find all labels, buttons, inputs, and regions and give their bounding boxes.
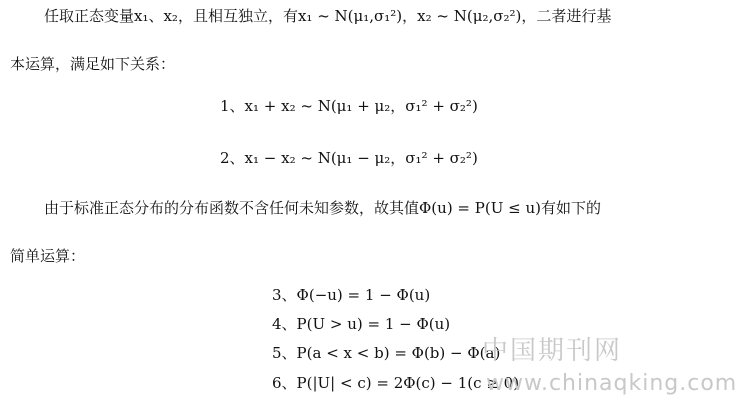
formula-4: 4、P(U > u) = 1 − Φ(u)	[272, 315, 451, 333]
watermark-chinese: 中国期刊网	[482, 336, 623, 366]
formula-6: 6、P(|U| < c) = 2Φ(c) − 1(c ≥ 0)	[272, 374, 520, 392]
formula-3: 3、Φ(−u) = 1 − Φ(u)	[272, 286, 431, 304]
formula-5: 5、P(a < x < b) = Φ(b) − Φ(a)	[272, 344, 501, 362]
paragraph-2-line-1: 由于标准正态分布的分布函数不含任何未知参数，故其值Φ(u) = P(U ≤ u)有如下的	[44, 199, 601, 217]
paragraph-1-line-2: 本运算，满足如下关系：	[10, 55, 176, 73]
paragraph-2-line-2: 简单运算：	[10, 247, 86, 265]
watermark-url: www.chinaqking.com	[486, 371, 737, 396]
paragraph-1-line-1: 任取正态变量x₁、x₂，且相互独立，有x₁ ~ N(μ₁,σ₁²)，x₂ ~ N(μ₂,σ₂²)，二者进行基	[44, 7, 612, 25]
formula-2: 2、x₁ − x₂ ~ N(μ₁ − μ₂，σ₁² + σ₂²)	[220, 149, 478, 167]
formula-1: 1、x₁ + x₂ ~ N(μ₁ + μ₂，σ₁² + σ₂²)	[220, 97, 478, 115]
